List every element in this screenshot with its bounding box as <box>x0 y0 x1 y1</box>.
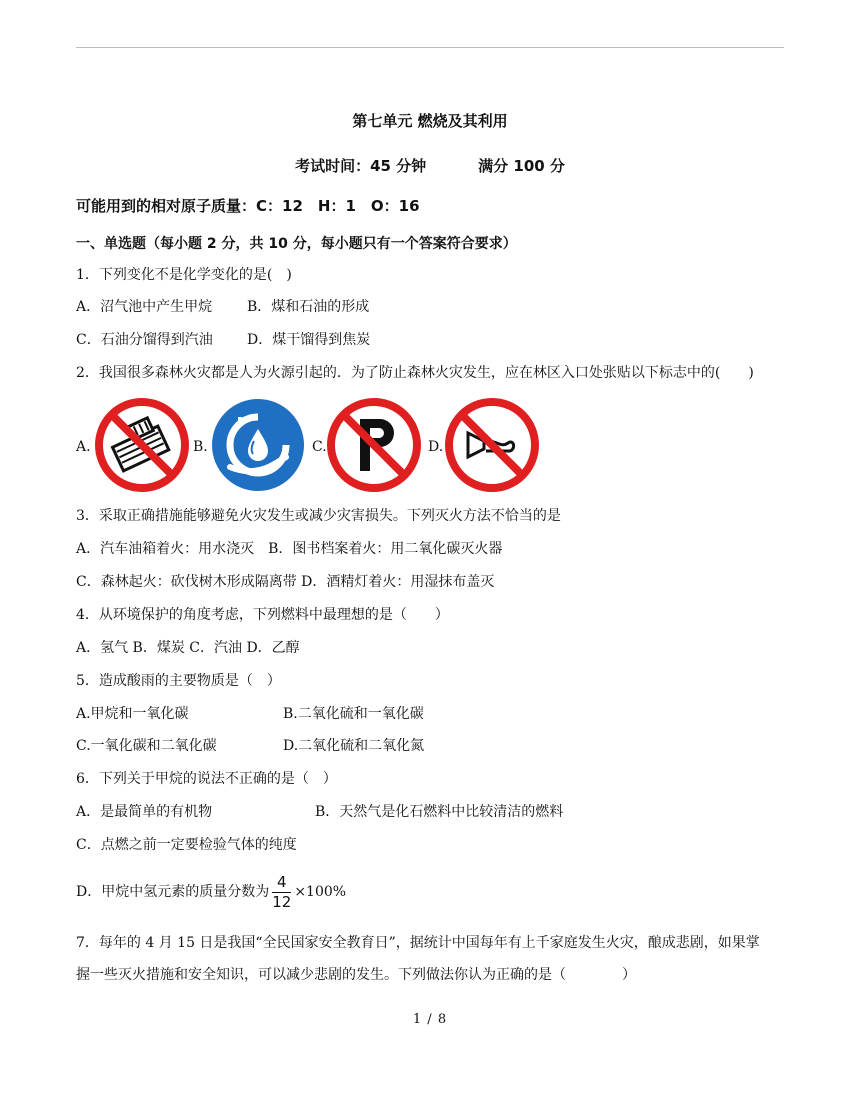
page-title: 第七单元 燃烧及其利用 <box>352 112 508 130</box>
q6-option-a: A．是最简单的有机物 <box>76 804 213 820</box>
q2-stem: 2．我国很多森林火灾都是人为火源引起的．为了防止森林火灾发生，应在林区入口处张贴以下标志中的( ) <box>76 365 754 381</box>
q6-option-c: C．点燃之前一定要检验气体的纯度 <box>76 837 297 853</box>
no-matches-icon <box>94 397 190 493</box>
q7-stem-line1: 7．每年的 4 月 15 日是我国“全民国家安全教育日”，据统计中国每年有上千家庭发生火灾，酿成悲剧，如果掌 <box>76 935 760 951</box>
q5-option-c: C.一氧化碳和二氧化碳 <box>76 738 217 754</box>
water-save-icon <box>210 397 306 493</box>
q6-option-d <box>76 872 346 912</box>
header-rule <box>76 47 784 48</box>
full-score: 满分 100 分 <box>478 157 565 175</box>
fraction-denominator: 12 <box>272 892 292 911</box>
q3-options-cd: C．森林起火：砍伐树木形成隔离带 D．酒精灯着火：用湿抹布盖灭 <box>76 574 495 590</box>
q4-stem: 4．从环境保护的角度考虑，下列燃料中最理想的是（ ） <box>76 607 449 623</box>
section-heading: 一、单选题（每小题 2 分，共 10 分，每小题只有一个答案符合要求） <box>76 236 517 252</box>
q1-stem: 1．下列变化不是化学变化的是( ) <box>76 267 292 283</box>
q5-option-a: A.甲烷和一氧化碳 <box>76 706 189 722</box>
no-horn-icon <box>444 397 540 493</box>
q1-option-d: D．煤干馏得到焦炭 <box>247 332 371 348</box>
q5-stem: 5．造成酸雨的主要物质是（ ） <box>76 673 281 689</box>
q6-option-d-prefix: D．甲烷中氢元素的质量分数为 <box>76 884 270 900</box>
q1-option-b: B．煤和石油的形成 <box>247 299 370 315</box>
q1-option-a: A．沼气池中产生甲烷 <box>76 299 213 315</box>
atomic-mass-note: 可能用到的相对原子质量：C：12 H：1 O：16 <box>76 197 420 215</box>
q5-option-b: B.二氧化硫和一氧化碳 <box>283 706 424 722</box>
q6-option-b: B．天然气是化石燃料中比较清洁的燃料 <box>315 804 564 820</box>
q2-option-c-label: C. <box>312 439 327 455</box>
q6-stem: 6．下列关于甲烷的说法不正确的是（ ） <box>76 771 337 787</box>
fraction <box>272 872 292 911</box>
no-parking-icon <box>326 397 422 493</box>
q1-option-c: C．石油分馏得到汽油 <box>76 332 213 348</box>
q2-option-a-label: A. <box>76 439 91 455</box>
q7-stem-line2: 握一些灭火措施和安全知识，可以减少悲剧的发生。下列做法你认为正确的是（ ） <box>76 967 636 983</box>
page-number: 1 / 8 <box>412 1012 448 1027</box>
q3-options-ab: A．汽车油箱着火：用水浇灭 B．图书档案着火：用二氧化碳灭火器 <box>76 541 503 557</box>
q4-options: A．氢气 B．煤炭 C．汽油 D．乙醇 <box>76 640 300 656</box>
exam-info <box>0 157 860 175</box>
q2-sign-options <box>76 397 596 493</box>
q2-option-d-label: D. <box>428 439 444 455</box>
q3-stem: 3．采取正确措施能够避免火灾发生或减少灾害损失。下列灭火方法不恰当的是 <box>76 508 561 524</box>
q6-option-d-suffix: ×100% <box>294 884 347 900</box>
exam-time: 考试时间：45 分钟 <box>295 157 427 175</box>
q5-option-d: D.二氧化硫和二氧化氮 <box>283 738 425 754</box>
q2-option-b-label: B. <box>193 439 208 455</box>
fraction-numerator: 4 <box>272 875 291 893</box>
